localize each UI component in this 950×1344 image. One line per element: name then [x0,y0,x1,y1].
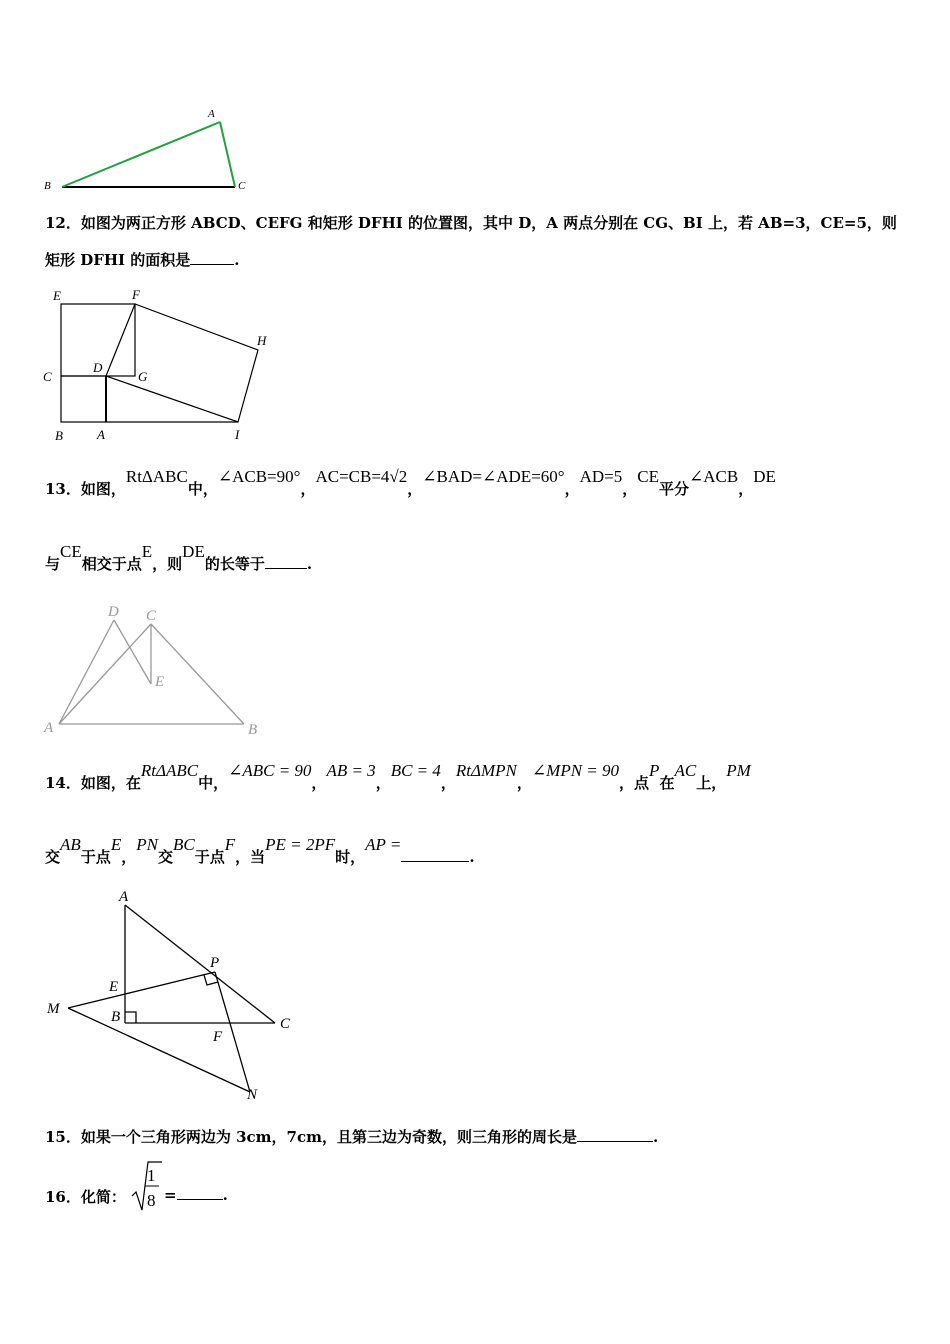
math-ab: AB = 3 [326,761,376,780]
text-yudian: 于点 [80,848,111,866]
label-d: D [108,604,119,620]
q14-line2 [45,835,475,867]
math-rt-mpn: RtΔMPN [455,761,517,780]
label-a: A [208,108,215,120]
math-pn: PN [136,835,158,854]
label-a: A [44,720,54,736]
label-e: E [53,288,61,303]
q16 [45,1186,126,1207]
separator: ， [121,848,137,866]
math-pe-2pf: PE = 2PF [265,835,336,854]
math-ac: AC [674,761,697,780]
label-m: M [47,1001,60,1017]
text-yu: 与 [45,555,61,573]
answer-blank[interactable] [577,1129,653,1142]
label-b: B [248,722,258,738]
q12-end: . [234,251,240,269]
label-a: A [119,889,129,905]
segment-mn [68,1008,250,1092]
separator: ， [311,774,327,792]
q15 [45,1126,658,1147]
q16-text: 16．化简： [45,1188,126,1206]
math-ce: CE [60,542,82,561]
answer-blank[interactable] [401,849,469,862]
text-xiangjiao: 相交于点 [81,555,142,573]
text-shi: 时， [335,848,366,866]
equals-sign: = [164,1186,177,1204]
label-n: N [247,1087,258,1103]
math-ab: AB [60,835,81,854]
label-d: D [93,360,103,375]
answer-blank[interactable] [190,252,234,265]
separator: ， [516,774,532,792]
math-angle-acb-2: ∠ACB [689,467,739,486]
separator: ， [564,480,580,498]
math-rt-abc: RtΔABC [125,467,188,486]
math-e: E [141,542,153,561]
math-p: P [649,761,660,780]
label-h: H [257,333,267,348]
segment-ab [62,122,220,187]
segment-mp [68,972,215,1008]
separator: ， [300,480,316,498]
rectangle-dfhi [106,304,258,422]
math-angle-bad: ∠BAD=∠ADE=60° [422,467,565,486]
math-ad: AD=5 [579,467,623,486]
separator: ， [738,480,754,498]
q12-line1: 12．如图为两正方形 ABCD、CEFG 和矩形 DFHI 的位置图，其中 D，A 两点分别在 CG、BI 上，若 AB=3，CE=5，则 [45,214,897,232]
figure-squares-rectangle [40,282,280,447]
q14-end: . [469,848,475,866]
math-rt-abc: RtΔABC [140,761,199,780]
math-ac-cb: AC=CB=4√2 [315,467,408,486]
math-ap: AP = [365,835,402,854]
label-b: B [111,1009,121,1025]
figure-two-right-triangles [40,885,310,1105]
text-shang: 上， [696,774,727,792]
text-jiao: 交 [45,848,61,866]
text-yudian: 于点 [194,848,225,866]
label-c: C [280,1016,291,1032]
label-e: E [109,979,119,995]
segment-ad [59,620,114,724]
fraction-numerator: 1 [147,1166,156,1185]
label-f: F [213,1029,223,1045]
text-zhong: 中， [187,480,218,498]
text-dang: ，当 [235,848,266,866]
answer-blank[interactable] [265,556,307,569]
q13-line1 [45,467,776,499]
text-pingfen: 平分 [659,480,690,498]
math-ce: CE [637,467,659,486]
separator: ， [407,480,423,498]
text-changdengyu: 的长等于 [204,555,265,573]
math-de: DE [182,542,205,561]
q14-number: 14．如图，在 [45,774,141,792]
label-a: A [97,427,105,442]
text-zhong: 中， [198,774,229,792]
q15-end: . [652,1128,659,1146]
figure-triangle-abc-de [40,598,270,740]
math-bc: BC = 4 [390,761,441,780]
label-b: B [44,180,51,192]
math-de: DE [753,467,776,486]
separator: ， [622,480,638,498]
fraction-denominator: 8 [147,1191,156,1210]
label-b: B [55,428,63,443]
math-angle-abc: ∠ABC = 90 [228,761,312,780]
separator: ， [440,774,456,792]
math-angle-mpn: ∠MPN = 90 [531,761,620,780]
figure-triangle-abc [40,100,260,195]
square-abcd [61,376,106,422]
label-g: G [138,369,148,384]
math-e: E [110,835,122,854]
q13-end: . [306,555,313,573]
text-dian: ，点 [619,774,650,792]
label-c: C [238,180,246,192]
right-angle-b [125,1012,136,1023]
q14-line1 [45,761,751,793]
answer-blank[interactable] [177,1187,223,1200]
label-p: P [210,955,220,971]
label-e: E [155,674,165,690]
q13-line2 [45,542,313,574]
text-jiao: 交 [157,848,173,866]
segment-cb [151,624,244,724]
q12-line2 [45,249,240,270]
q13-number: 13．如图， [45,480,126,498]
math-bc: BC [172,835,195,854]
q16-end: . [222,1186,228,1204]
label-i: I [235,427,240,442]
label-c: C [43,369,52,384]
label-c: C [146,608,157,624]
segment-ac [220,122,235,187]
q16-answer [164,1186,228,1204]
separator: ， [375,774,391,792]
text-ze: ，则 [152,555,183,573]
label-f: F [132,287,140,302]
text-zai: 在 [659,774,675,792]
q12-line2-text: 矩形 DFHI 的面积是 [45,251,191,269]
segment-ac [59,624,151,724]
sqrt-fraction [128,1158,164,1214]
q15-text: 15．如果一个三角形两边为 3cm，7cm，且第三边为奇数，则三角形的周长是 [45,1128,577,1146]
segment-ac [125,905,275,1023]
math-pm: PM [726,761,751,780]
math-f: F [224,835,236,854]
math-angle-acb: ∠ACB=90° [217,467,301,486]
